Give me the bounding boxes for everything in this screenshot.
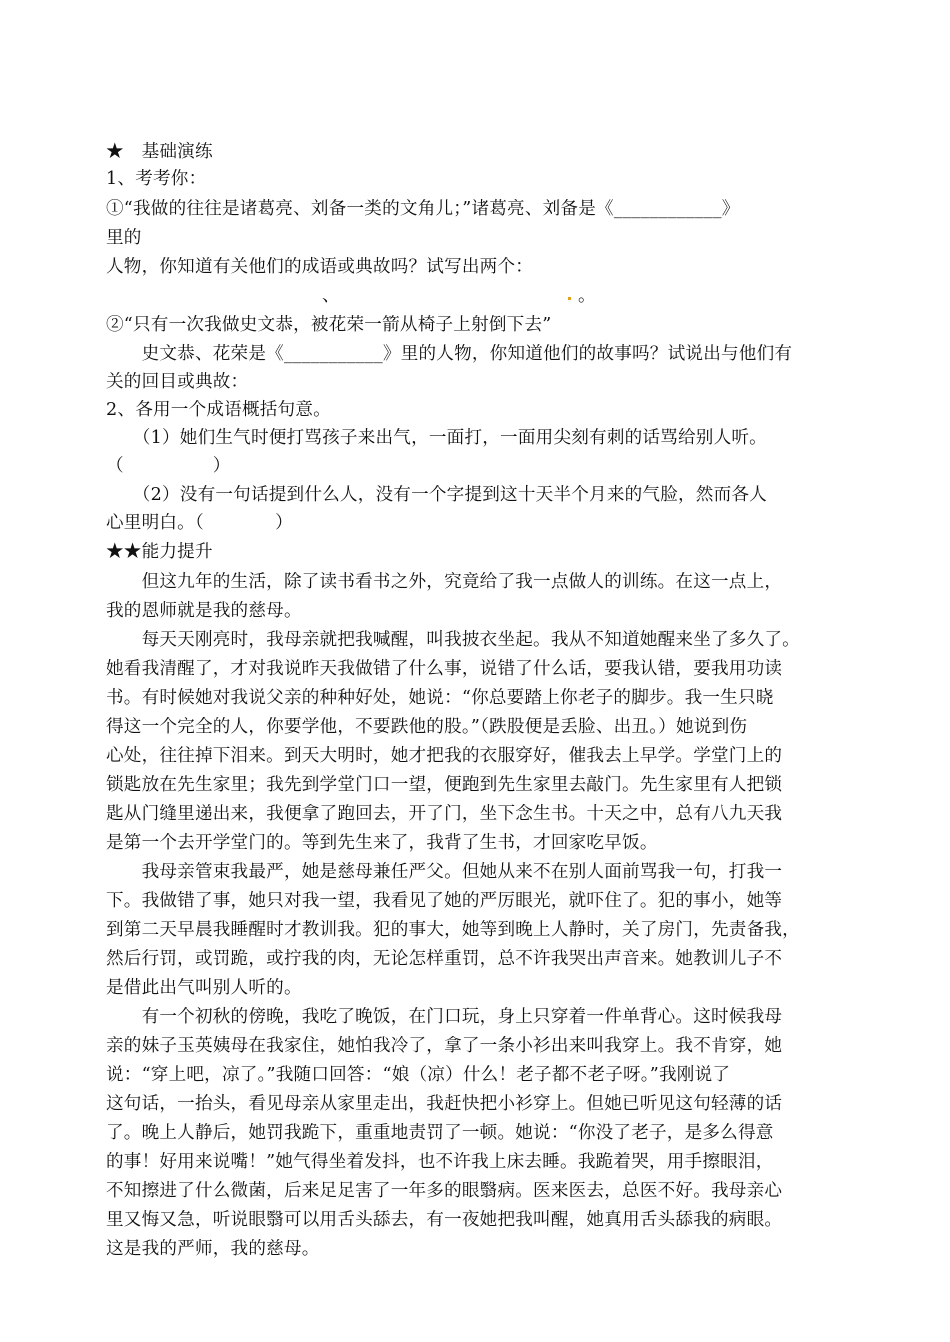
passage-line: 不知擦进了什么微菌，后来足足害了一年多的眼翳病。医来医去，总医不好。我母亲心 [106,1181,783,1201]
passage-line: 的事！好用来说嘴！”她气得坐着发抖，也不许我上床去睡。我跪着哭，用手擦眼泪， [106,1152,774,1172]
passage-line: 亲的妹子玉英姨母在我家住，她怕我冷了，拿了一条小衫出来叫我穿上。我不肯穿，她 [106,1036,783,1056]
question-1-item-2-line-1: ②“只有一次我做史文恭，被花荣一箭从椅子上射倒下去” [106,315,552,335]
section-title-advanced: ★★能力提升 [106,542,213,562]
question-1-item-1-line-3: 人物，你知道有关他们的成语或典故吗？试写出两个： [106,257,534,277]
answer-end-period: 。 [578,286,596,306]
passage-line: 我的恩师就是我的慈母。 [106,601,302,621]
passage-line: 得这一个完全的人，你要学他，不要跌他的股。”（跌股便是丢脸、出丑。）她说到伤 [106,717,748,737]
answer-separator-comma: 、 [322,286,340,306]
passage-line: 但这九年的生活，除了读书看书之外，究竟给了我一点做人的训练。在这一点上， [106,572,783,592]
passage-line: 里又悔又急，听说眼翳可以用舌头舔去，有一夜她把我叫醒，她真用舌头舔我的病眼。 [106,1210,783,1230]
passage-line: 这是我的严师，我的慈母。 [106,1239,320,1259]
question-1-item-2-line-2: 史文恭、花荣是《___________》里的人物，你知道他们的故事吗？试说出与他们有 [106,344,793,364]
passage-line: 了。晚上人静后，她罚我跪下，重重地责罚了一顿。她说：“你没了老子，是多么得意 [106,1123,774,1143]
section-title-basic: ★ 基础演练 [106,142,213,162]
question-1-item-1-line-1: ①“我做的往往是诸葛亮、刘备一类的文角儿；”诸葛亮、刘备是《____________》 [106,199,740,219]
ink-speck-mark [568,297,571,300]
passage-line: 心处，往往掉下泪来。到天大明时，她才把我的衣服穿好，催我去上早学。学堂门上的 [106,746,783,766]
passage-line: 有一个初秋的傍晚，我吃了晚饭，在门口玩，身上只穿着一件单背心。这时候我母 [106,1007,783,1027]
passage-line: 书。有时候她对我说父亲的种种好处，她说：“你总要踏上你老子的脚步。我一生只晓 [106,688,774,708]
passage-line: 然后行罚，或罚跪，或拧我的肉，无论怎样重罚，总不许我哭出声音来。她教训儿子不 [106,949,783,969]
passage-line: 锁匙放在先生家里；我先到学堂门口一望，便跑到先生家里去敲门。先生家里有人把锁 [106,775,783,795]
passage-line: 我母亲管束我最严，她是慈母兼任严父。但她从来不在别人面前骂我一句，打我一 [106,862,783,882]
question-2-item-2-line-2: 心里明白。（ ） [106,513,293,533]
question-2-item-1-line-1: （1）她们生气时便打骂孩子来出气，一面打，一面用尖刻有刺的话骂给别人听。 [106,428,767,448]
question-2-item-1-line-2: （ ） [106,456,231,476]
question-2-label: 2、各用一个成语概括句意。 [106,400,331,420]
passage-line: 下。我做错了事，她只对我一望，我看见了她的严厉眼光，就吓住了。犯的事小，她等 [106,891,783,911]
passage-line: 是借此出气叫别人听的。 [106,978,302,998]
question-1-label: 1、考考你： [106,169,207,189]
passage-line: 说：“穿上吧，凉了。”我随口回答：“娘（凉）什么！老子都不老子呀。”我刚说了 [106,1065,731,1085]
passage-line: 匙从门缝里递出来，我便拿了跑回去，开了门，坐下念生书。十天之中，总有八九天我 [106,804,783,824]
question-2-item-2-line-1: （2）没有一句话提到什么人，没有一个字提到这十天半个月来的气脸，然而各人 [106,485,767,505]
passage-line: 是第一个去开学堂门的。等到先生来了，我背了生书，才回家吃早饭。 [106,833,658,853]
passage-line: 到第二天早晨我睡醒时才教训我。犯的事大，她等到晚上人静时，关了房门，先责备我， [106,920,800,940]
question-1-item-1-line-2: 里的 [106,228,142,248]
passage-line: 她看我清醒了，才对我说昨天我做错了什么事，说错了什么话，要我认错，要我用功读 [106,659,783,679]
passage-line: 每天天刚亮时，我母亲就把我喊醒，叫我披衣坐起。我从不知道她醒来坐了多久了。 [106,630,800,650]
question-1-item-2-line-3: 关的回目或典故： [106,372,249,392]
passage-line: 这句话，一抬头，看见母亲从家里走出，我赶快把小衫穿上。但她已听见这句轻薄的话 [106,1094,783,1114]
